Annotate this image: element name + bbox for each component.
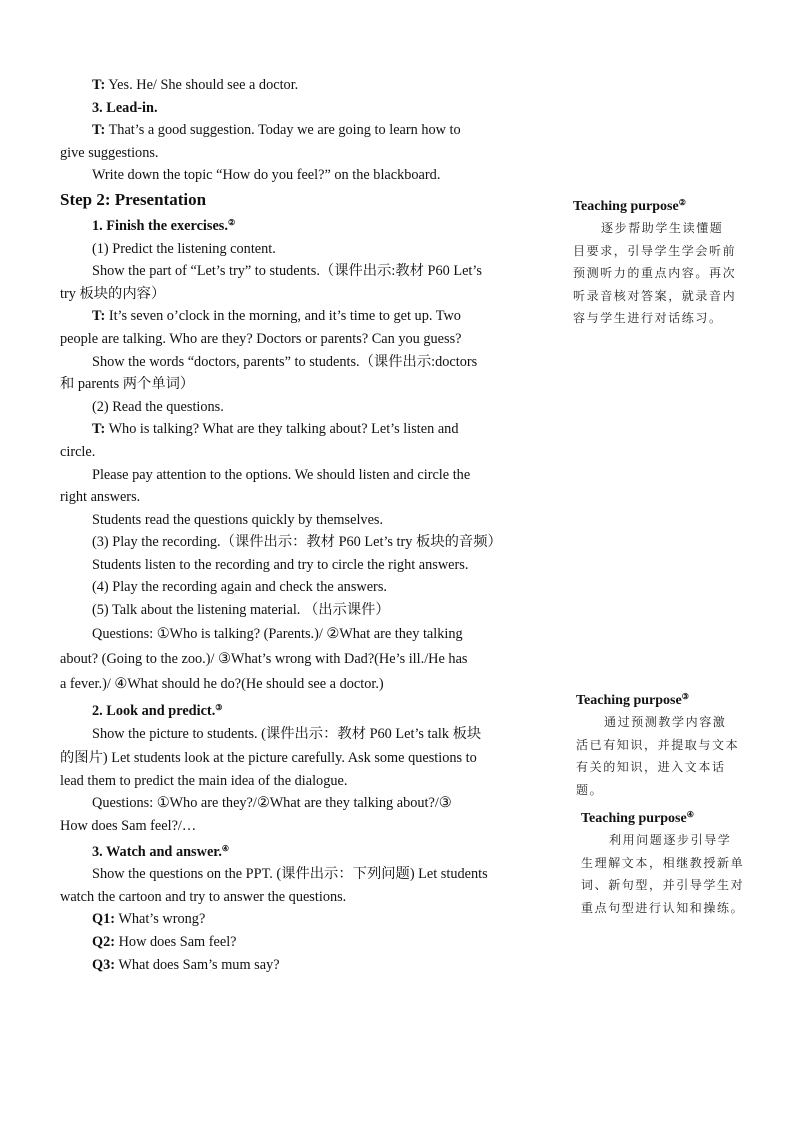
note-body [581,829,761,919]
note-body [576,711,756,801]
footnote-mark: ② [678,198,686,207]
line: Questions: ①Who is talking? (Parents.)/ ②What are they talking [92,625,463,642]
note-line: 预测听力的重点内容。再次 [573,266,737,280]
note-title [573,193,753,217]
line: right answers. [60,489,141,506]
speaker-label: T: [92,77,106,93]
lesson-plan-body [60,74,534,976]
line: (2) Read the questions. [92,398,224,415]
note-line: 利用问题逐步引导学 [609,833,732,847]
heading-text: 1. Finish the exercises. [92,217,228,234]
teaching-purpose-note [576,687,756,801]
note-body [573,217,753,330]
line: Students listen to the recording and try to circle the right answers. [92,556,469,573]
question [60,908,534,931]
note-line: 逐步帮助学生读懂题 [601,221,724,235]
section-heading [60,838,534,864]
section-heading [60,212,534,238]
teaching-purpose-note [573,193,753,330]
line [60,305,534,328]
footnote-mark: ④ [686,810,694,819]
question-text: How does Sam feel? [115,934,237,950]
question-label: Q1: [92,911,116,928]
heading-text: 3. Lead-in. [92,99,158,116]
line: (1) Predict the listening content. [92,240,276,257]
line-text: Who is talking? What are they talking about? Let’s listen and [105,421,459,438]
heading-text: 3. Watch and answer. [92,843,222,860]
line: Write down the topic “How do you feel?” on the blackboard. [92,167,441,184]
line: How does Sam feel?/… [60,818,197,835]
note-title [576,687,756,711]
footnote-mark: ③ [681,692,689,701]
note-line: 题。 [576,782,604,797]
note-line: 通过预测教学内容激 [604,715,727,729]
footnote-mark: ② [227,217,236,227]
step-heading: Step 2: Presentation [60,189,207,209]
line: 和 parents 两个单词） [60,376,195,393]
note-line: 目要求，引导学生学会听前 [573,243,737,258]
note-title [581,805,761,829]
line: (4) Play the recording again and check the answers. [92,579,387,596]
note-line: 有关的知识，进入文本话 [576,760,726,774]
line: give suggestions. [60,144,159,161]
line-text: That’s a good suggestion. Today we are going to learn how to [105,122,461,139]
line: Students read the questions quickly by themselves. [92,511,384,528]
line: Please pay attention to the options. We should listen and circle the [92,466,471,483]
note-title-text: Teaching purpose [581,811,687,826]
line [60,418,534,441]
line: watch the cartoon and try to answer the questions. [60,888,347,905]
question-text: What does Sam’s mum say? [115,956,280,973]
line [60,119,534,142]
line-text: It’s seven o’clock in the morning, and it’s time to get up. Two [105,308,461,325]
speaker-label: T: [92,308,106,325]
line: (5) Talk about the listening material. （出示课件） [92,602,390,619]
line [60,74,534,97]
question-label: Q3: [92,956,116,973]
line: 的图片) Let students look at the picture carefully. Ask some questions to [60,750,477,767]
line: lead them to predict the main idea of the dialogue. [60,772,348,789]
note-title-text: Teaching purpose [576,693,682,708]
note-line: 容与学生进行对话练习。 [573,311,723,325]
speaker-label: T: [92,421,106,438]
line: (3) Play the recording.（课件出示：教材 P60 Let’s try 板块的音频） [92,534,502,551]
section-heading [60,697,534,723]
question-label: Q2: [92,934,116,950]
footnote-mark: ④ [221,843,230,853]
note-line: 听录音核对答案，就录音内 [573,288,737,303]
note-title-text: Teaching purpose [573,199,679,214]
teaching-purpose-note [581,805,761,919]
question [60,954,534,977]
line-text: Yes. He/ She should see a doctor. [105,77,299,93]
heading-text: 2. Look and predict. [92,702,216,719]
note-line: 重点句型进行认知和操练。 [581,900,745,915]
line: people are talking. Who are they? Doctors or parents? Can you guess? [60,330,462,347]
line: Questions: ①Who are they?/②What are they talking about?/③ [92,795,452,812]
line: try 板块的内容） [60,285,166,302]
line: a fever.)/ ④What should he do?(He should see a doctor.) [60,675,384,692]
note-line: 词、新句型，并引导学生对 [581,878,745,892]
line: about? (Going to the zoo.)/ ③What’s wrong with Dad?(He’s ill./He has [60,650,468,667]
footnote-mark: ③ [215,702,223,712]
line: Show the picture to students. (课件出示：教材 P60 Let’s talk 板块 [92,726,482,743]
line: Show the words “doctors, parents” to students.（课件出示:doctors [92,353,478,370]
line: circle. [60,443,96,460]
line: Show the questions on the PPT. (课件出示：下列问题) Let students [92,866,488,883]
section-heading [60,97,534,120]
note-line: 生理解文本，相继教授新单 [581,855,745,870]
note-line: 活已有知识，并提取与文本 [576,737,740,752]
speaker-label: T: [92,122,106,139]
question [60,931,534,954]
question-text: What’s wrong? [115,911,206,928]
line: Show the part of “Let’s try” to students.（课件出示:教材 P60 Let’s [92,263,482,280]
